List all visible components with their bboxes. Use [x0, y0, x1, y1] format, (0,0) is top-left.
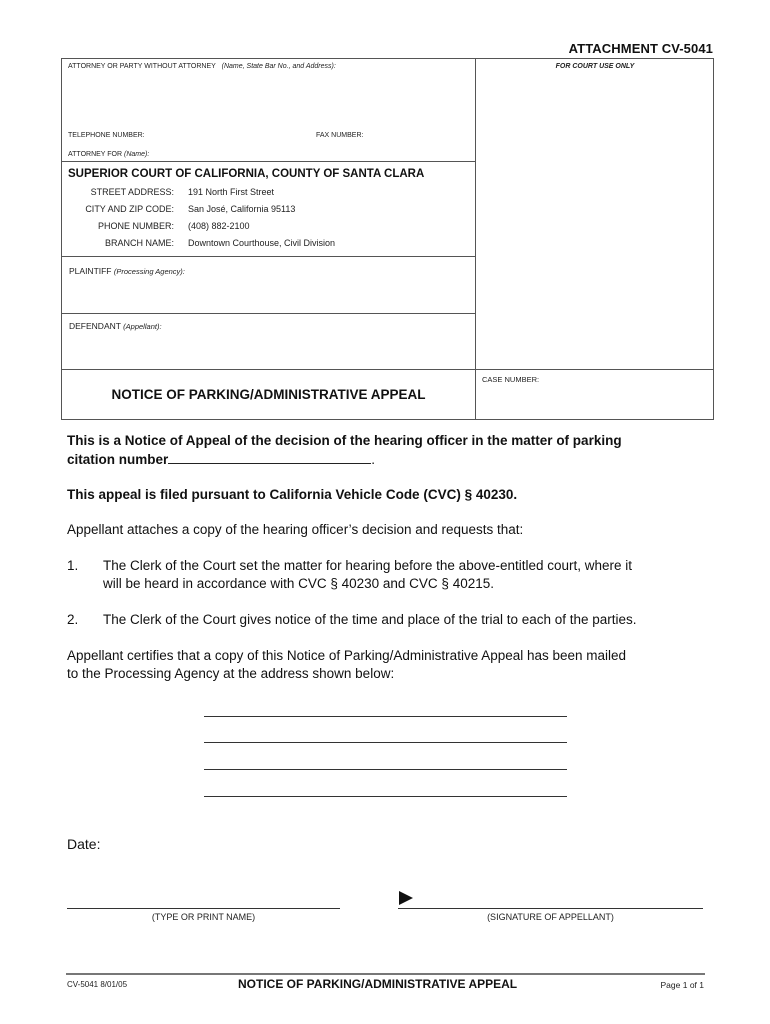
citation-number-label: citation number: [67, 452, 169, 467]
print-name-caption: (TYPE OR PRINT NAME): [151, 912, 256, 922]
print-name-line[interactable]: [67, 908, 340, 909]
appeal-intro-line2: [67, 450, 717, 469]
mailing-address-line-3[interactable]: [204, 769, 567, 770]
attorney-for-text: ATTORNEY FOR: [68, 151, 123, 158]
form-title: NOTICE OF PARKING/ADMINISTRATIVE APPEAL: [111, 387, 426, 402]
fax-field[interactable]: [370, 130, 470, 140]
branch-name-label: BRANCH NAME:: [104, 238, 174, 248]
certification-line1: Appellant certifies that a copy of this Notice of Parking/Administrative Appeal has been mailed: [67, 648, 627, 663]
item-2-number: 2.: [67, 612, 79, 627]
period: .: [371, 452, 376, 467]
footer-form-id: CV-5041 8/01/05: [67, 980, 128, 989]
mailing-address-line-1[interactable]: [204, 716, 567, 717]
divider: [61, 256, 476, 257]
item-2-line1: The Clerk of the Court gives notice of the time and place of the trial to each of the parties.: [103, 612, 637, 627]
court-name: SUPERIOR COURT OF CALIFORNIA, COUNTY OF SANTA CLARA: [68, 168, 425, 180]
divider: [61, 161, 476, 162]
case-number-field[interactable]: [480, 388, 710, 416]
item-1-number: 1.: [67, 558, 79, 573]
telephone-label: TELEPHONE NUMBER:: [68, 132, 145, 139]
attorney-hint: (Name, State Bar No., and Address):: [221, 63, 336, 70]
branch-name-value: Downtown Courthouse, Civil Division: [188, 238, 336, 248]
plaintiff-label: [69, 266, 185, 276]
phone-number-value: (408) 882-2100: [188, 221, 250, 231]
plaintiff-hint: (Processing Agency):: [113, 267, 185, 276]
signature-arrow-icon: [399, 891, 413, 905]
defendant-text: DEFENDANT: [69, 321, 121, 331]
certification-line2: to the Processing Agency at the address shown below:: [67, 666, 395, 681]
street-address-value: 191 North First Street: [188, 187, 275, 197]
footer-rule: [66, 973, 705, 975]
divider: [61, 313, 476, 314]
attorney-for-label: [68, 151, 149, 158]
attorney-for-hint: (Name):: [124, 151, 150, 158]
court-use-only-label: FOR COURT USE ONLY: [555, 63, 635, 70]
attorney-label-text: ATTORNEY OR PARTY WITHOUT ATTORNEY: [68, 63, 216, 70]
signature-caption: (SIGNATURE OF APPELLANT): [487, 912, 614, 922]
defendant-hint: (Appellant):: [123, 322, 162, 331]
footer-title: NOTICE OF PARKING/ADMINISTRATIVE APPEAL: [238, 977, 518, 991]
attachment-title: ATTACHMENT CV-5041: [568, 41, 713, 56]
footer-page: Page 1 of 1: [660, 980, 704, 990]
date-label: Date:: [67, 836, 101, 852]
fax-label: FAX NUMBER:: [316, 132, 364, 139]
plaintiff-text: PLAINTIFF: [69, 266, 112, 276]
appeal-intro-line1: This is a Notice of Appeal of the decision of the hearing officer in the matter of parking: [67, 433, 622, 448]
street-address-label: STREET ADDRESS:: [90, 187, 174, 197]
requests-intro: Appellant attaches a copy of the hearing officer’s decision and requests that:: [67, 522, 524, 537]
cvc-statement: This appeal is filed pursuant to California Vehicle Code (CVC) § 40230.: [67, 487, 518, 502]
attorney-label: [68, 63, 336, 70]
plaintiff-field[interactable]: [66, 278, 471, 310]
city-zip-label: CITY AND ZIP CODE:: [85, 204, 174, 214]
phone-number-label: PHONE NUMBER:: [97, 221, 174, 231]
citation-number-field[interactable]: [168, 450, 371, 464]
defendant-field[interactable]: [66, 334, 471, 366]
signature-line[interactable]: [398, 908, 703, 909]
telephone-field[interactable]: [150, 130, 310, 140]
item-1-line1: The Clerk of the Court set the matter for hearing before the above-entitled court, where it: [103, 558, 633, 573]
item-1-line2: will be heard in accordance with CVC § 40230 and CVC § 40215.: [103, 576, 494, 591]
city-zip-value: San José, California 95113: [188, 204, 296, 214]
divider: [61, 369, 714, 370]
attorney-field[interactable]: [66, 74, 471, 126]
date-field[interactable]: [110, 832, 310, 852]
mailing-address-line-4[interactable]: [204, 796, 567, 797]
attorney-for-field[interactable]: [160, 149, 470, 159]
mailing-address-line-2[interactable]: [204, 742, 567, 743]
case-number-label: CASE NUMBER:: [482, 375, 540, 384]
defendant-label: [69, 321, 162, 331]
